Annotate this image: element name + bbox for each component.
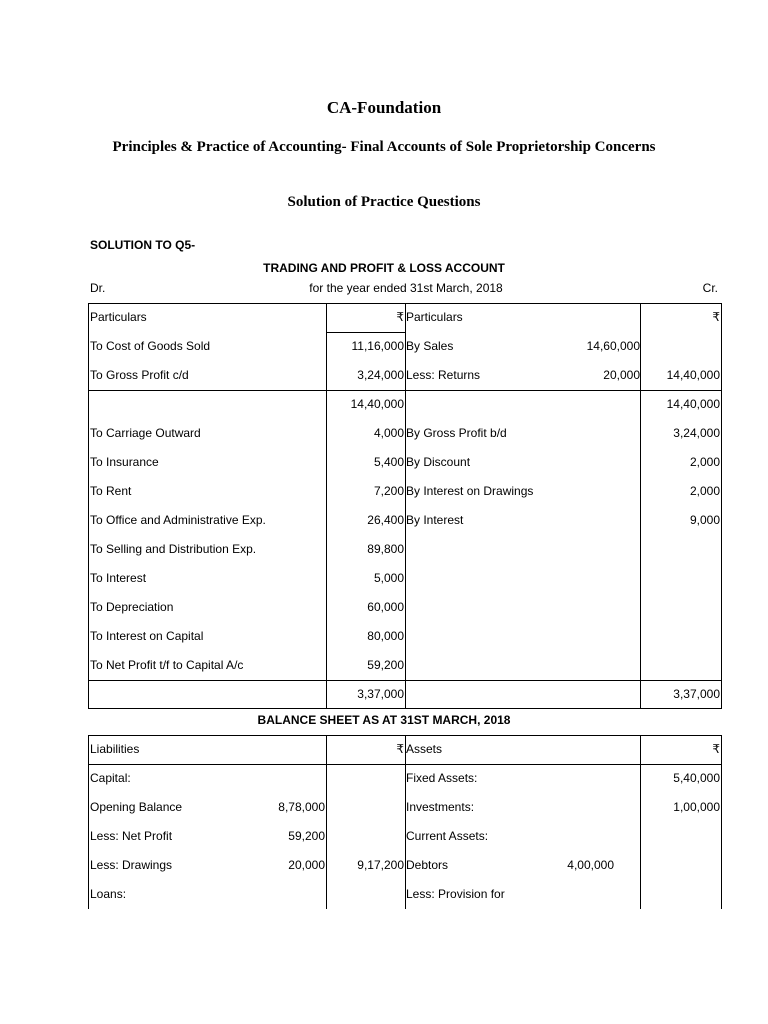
table-cell: Less: Provision for <box>406 887 505 901</box>
table-border <box>88 303 89 709</box>
table-cell: Less: Net Profit <box>90 829 173 843</box>
table-cell: Investments: <box>406 800 475 814</box>
table-cell: 59,200 <box>288 829 325 843</box>
table-cell: Capital: <box>90 771 131 785</box>
table-cell: 14,40,000 <box>666 397 720 411</box>
table-cell: 59,200 <box>367 658 404 672</box>
table-border <box>88 764 722 765</box>
table-cell: 9,17,200 <box>357 858 404 872</box>
table-cell: Assets <box>406 742 443 756</box>
table-border <box>326 735 327 909</box>
table-cell: 5,400 <box>373 455 404 469</box>
trading-account-title: TRADING AND PROFIT & LOSS ACCOUNT <box>263 261 505 275</box>
table-border <box>640 303 641 709</box>
table-cell: ₹ <box>712 742 720 756</box>
table-cell: 80,000 <box>367 629 404 643</box>
table-cell: 14,60,000 <box>586 339 640 353</box>
table-border <box>88 680 722 681</box>
table-cell: 4,000 <box>373 426 404 440</box>
subject-title: Principles & Practice of Accounting- Final Accounts of Sole Proprietorship Concerns <box>112 139 656 155</box>
table-cell: Less: Drawings <box>90 858 173 872</box>
table-border <box>405 303 406 709</box>
table-cell: 5,000 <box>373 571 404 585</box>
table-cell: 14,40,000 <box>350 397 404 411</box>
table-cell: 20,000 <box>603 368 640 382</box>
table-cell: By Interest <box>406 513 464 527</box>
table-cell: 1,00,000 <box>673 800 720 814</box>
table-cell: By Discount <box>406 455 471 469</box>
table-cell: 14,40,000 <box>666 368 720 382</box>
table-cell: To Rent <box>90 484 132 498</box>
table-border <box>88 303 722 304</box>
table-border <box>326 332 406 333</box>
table-cell: 3,24,000 <box>673 426 720 440</box>
table-cell: To Gross Profit c/d <box>90 368 189 382</box>
table-cell: Particulars <box>90 310 147 324</box>
table-cell: 5,40,000 <box>673 771 720 785</box>
table-cell: 3,37,000 <box>673 687 720 701</box>
table-cell: ₹ <box>396 742 404 756</box>
table-cell: To Cost of Goods Sold <box>90 339 211 353</box>
table-cell: To Interest on Capital <box>90 629 204 643</box>
table-cell: Current Assets: <box>406 829 489 843</box>
table-border <box>88 390 722 391</box>
table-cell: 7,200 <box>373 484 404 498</box>
table-cell: To Net Profit t/f to Capital A/c <box>90 658 244 672</box>
table-cell: Opening Balance <box>90 800 183 814</box>
table-border <box>88 735 722 736</box>
table-cell: Less: Returns <box>406 368 481 382</box>
balance-sheet-title: BALANCE SHEET AS AT 31ST MARCH, 2018 <box>257 713 511 727</box>
table-border <box>326 303 327 709</box>
table-cell: To Office and Administrative Exp. <box>90 513 266 527</box>
table-cell: To Insurance <box>90 455 159 469</box>
table-cell: 89,800 <box>367 542 404 556</box>
table-cell: ₹ <box>396 310 404 324</box>
period-label: for the year ended 31st March, 2018 <box>309 281 503 295</box>
table-border <box>640 735 641 909</box>
table-cell: To Interest <box>90 571 147 585</box>
question-label: SOLUTION TO Q5- <box>90 238 196 252</box>
table-cell: 3,24,000 <box>357 368 404 382</box>
trading-pl-table <box>88 303 722 709</box>
table-border <box>721 735 722 909</box>
course-title: CA-Foundation <box>326 98 442 117</box>
table-cell: 9,000 <box>689 513 720 527</box>
table-cell: To Depreciation <box>90 600 174 614</box>
table-cell: 3,37,000 <box>357 687 404 701</box>
table-cell: By Interest on Drawings <box>406 484 534 498</box>
table-cell: By Sales <box>406 339 454 353</box>
table-cell: Loans: <box>90 887 127 901</box>
table-cell: To Carriage Outward <box>90 426 201 440</box>
table-cell: By Gross Profit b/d <box>406 426 507 440</box>
table-cell: 20,000 <box>288 858 325 872</box>
table-cell: 8,78,000 <box>278 800 325 814</box>
balance-sheet-table <box>88 735 722 909</box>
table-border <box>88 708 722 709</box>
table-border <box>88 735 89 909</box>
table-border <box>405 735 406 909</box>
table-cell: 2,000 <box>689 455 720 469</box>
table-cell: ₹ <box>712 310 720 324</box>
table-cell: To Selling and Distribution Exp. <box>90 542 257 556</box>
table-cell: 2,000 <box>689 484 720 498</box>
debit-label: Dr. <box>90 281 106 295</box>
table-cell: Particulars <box>406 310 463 324</box>
section-title: Solution of Practice Questions <box>287 194 481 210</box>
credit-label: Cr. <box>702 281 718 295</box>
table-cell: 60,000 <box>367 600 404 614</box>
table-cell: 4,00,000 <box>567 858 614 872</box>
table-cell: Fixed Assets: <box>406 771 478 785</box>
table-cell: Liabilities <box>90 742 140 756</box>
table-cell: Debtors <box>406 858 449 872</box>
table-border <box>721 303 722 709</box>
table-cell: 11,16,000 <box>351 339 404 353</box>
table-cell: 26,400 <box>367 513 404 527</box>
